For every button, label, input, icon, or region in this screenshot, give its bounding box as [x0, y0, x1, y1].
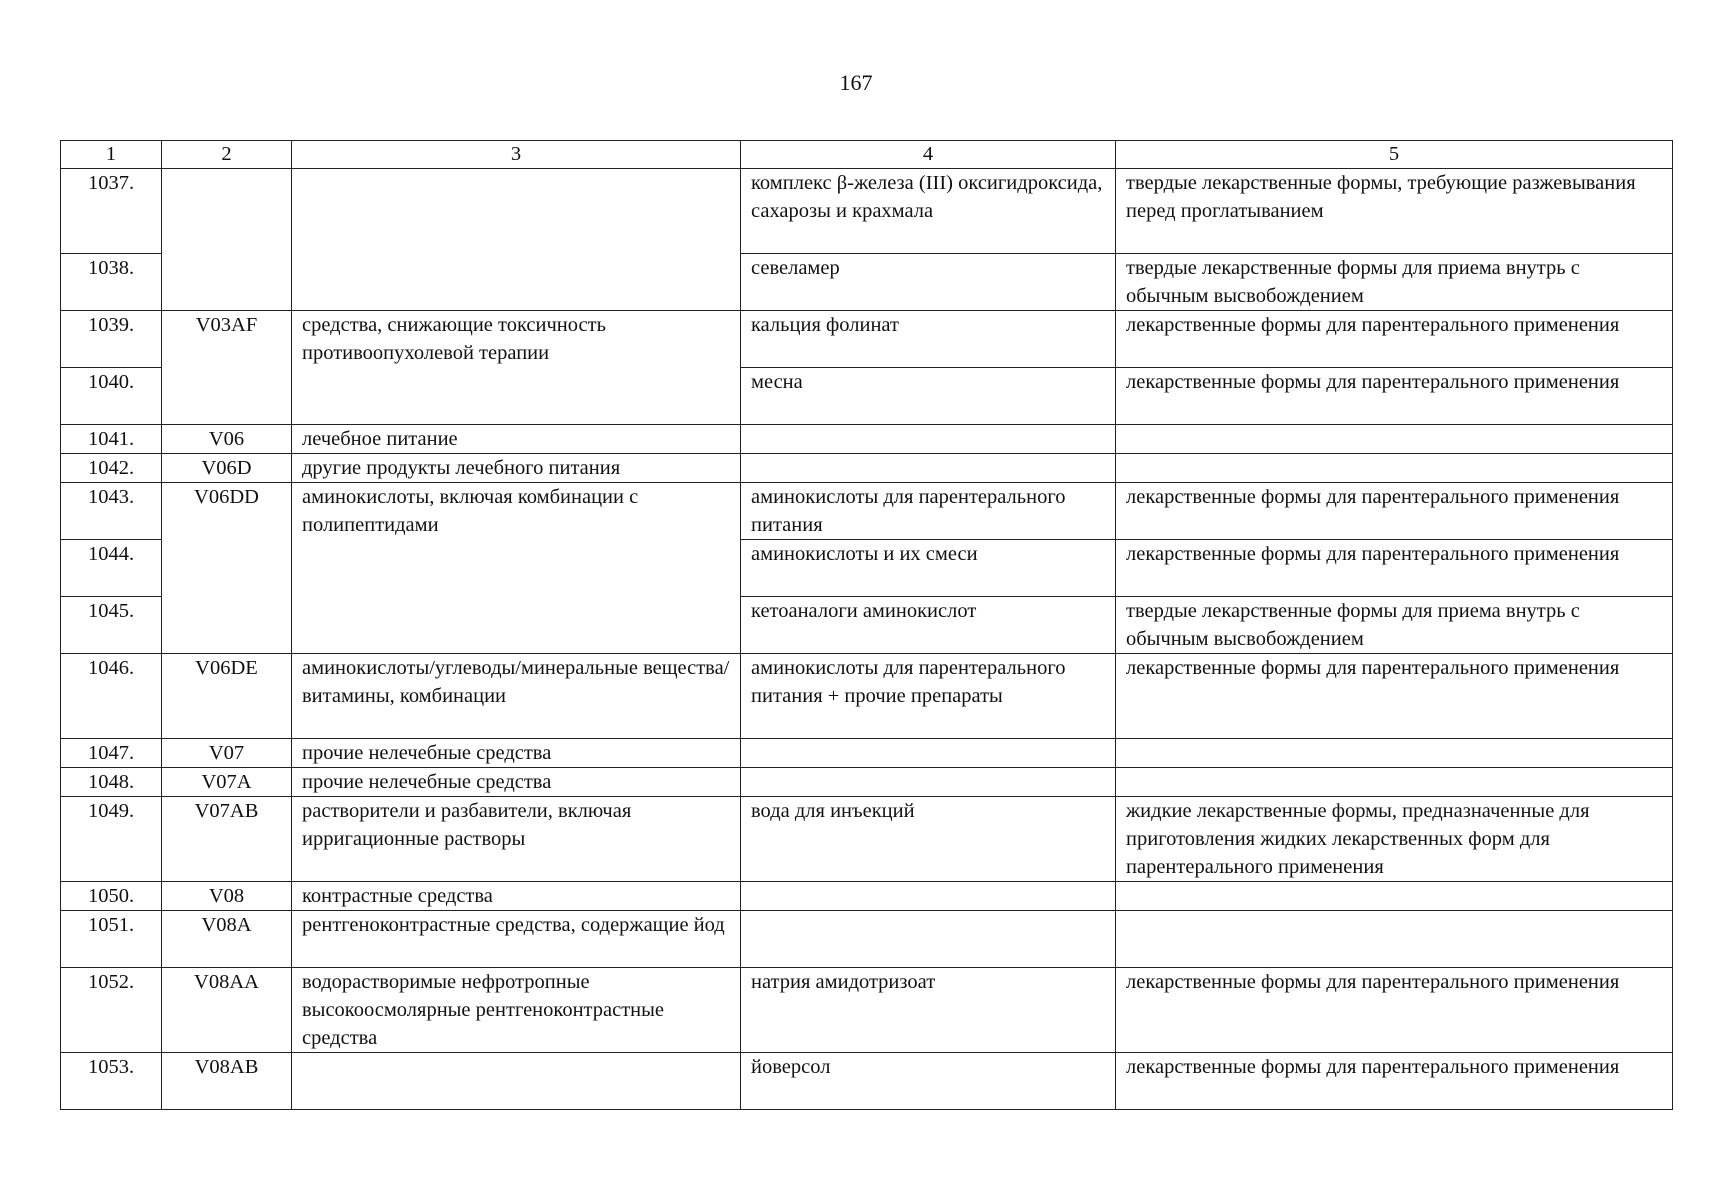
table-row	[61, 425, 1673, 454]
row-number: 1047.	[61, 739, 162, 768]
page-number: 167	[839, 70, 873, 95]
row-number: 1050.	[61, 882, 162, 911]
atc-code: V07	[162, 739, 292, 768]
drug-name: месна	[741, 368, 1116, 425]
drug-name: натрия амидотризоат	[741, 968, 1116, 1053]
drug-name: вода для инъекций	[741, 797, 1116, 882]
dosage-form: твердые лекарственные формы для приема внутрь с обычным высвобождением	[1116, 597, 1673, 654]
atc-code: V08AA	[162, 968, 292, 1053]
dosage-form: лекарственные формы для парентерального применения	[1116, 968, 1673, 1053]
row-number: 1051.	[61, 911, 162, 968]
group-name: рентгеноконтрастные средства, содержащие йод	[292, 911, 741, 968]
table-row	[61, 882, 1673, 911]
drug-name: севеламер	[741, 254, 1116, 311]
atc-code: V06	[162, 425, 292, 454]
row-number: 1048.	[61, 768, 162, 797]
dosage-form: лекарственные формы для парентерального применения	[1116, 483, 1673, 540]
column-header-2: 2	[162, 141, 292, 169]
drug-name: кальция фолинат	[741, 311, 1116, 368]
dosage-form	[1116, 739, 1673, 768]
dosage-form	[1116, 454, 1673, 483]
dosage-form: лекарственные формы для парентерального применения	[1116, 1053, 1673, 1110]
group-name: прочие нелечебные средства	[292, 768, 741, 797]
row-number: 1045.	[61, 597, 162, 654]
table-row	[61, 797, 1673, 882]
atc-code: V03AF	[162, 311, 292, 425]
group-name	[292, 169, 741, 311]
group-name: аминокислоты, включая комбинации с полипептидами	[292, 483, 741, 654]
dosage-form	[1116, 768, 1673, 797]
drug-list-table	[60, 140, 1673, 1110]
drug-name: аминокислоты для парентерального питания	[741, 483, 1116, 540]
group-name: водорастворимые нефротропные высокоосмолярные рентгеноконтрастные средства	[292, 968, 741, 1053]
dosage-form	[1116, 882, 1673, 911]
atc-code: V06D	[162, 454, 292, 483]
row-number: 1043.	[61, 483, 162, 540]
atc-code: V07A	[162, 768, 292, 797]
drug-name	[741, 768, 1116, 797]
group-name: растворители и разбавители, включая ирригационные растворы	[292, 797, 741, 882]
dosage-form: лекарственные формы для парентерального применения	[1116, 540, 1673, 597]
atc-code: V08AB	[162, 1053, 292, 1110]
table-row	[61, 169, 1673, 254]
dosage-form	[1116, 911, 1673, 968]
drug-name: кетоаналоги аминокислот	[741, 597, 1116, 654]
drug-name: йоверсол	[741, 1053, 1116, 1110]
row-number: 1042.	[61, 454, 162, 483]
group-name: аминокислоты/углеводы/минеральные вещества/витамины, комбинации	[292, 654, 741, 739]
table-row	[61, 739, 1673, 768]
atc-code	[162, 169, 292, 311]
dosage-form: лекарственные формы для парентерального применения	[1116, 654, 1673, 739]
table-row	[61, 911, 1673, 968]
row-number: 1038.	[61, 254, 162, 311]
dosage-form: твердые лекарственные формы, требующие разжевывания перед проглатыванием	[1116, 169, 1673, 254]
table-row	[61, 768, 1673, 797]
group-name	[292, 1053, 741, 1110]
drug-name: аминокислоты и их смеси	[741, 540, 1116, 597]
group-name: другие продукты лечебного питания	[292, 454, 741, 483]
drug-name	[741, 739, 1116, 768]
dosage-form	[1116, 425, 1673, 454]
drug-name	[741, 882, 1116, 911]
atc-code: V06DE	[162, 654, 292, 739]
atc-code: V08A	[162, 911, 292, 968]
column-header-5: 5	[1116, 141, 1673, 169]
group-name: контрастные средства	[292, 882, 741, 911]
dosage-form: лекарственные формы для парентерального применения	[1116, 311, 1673, 368]
row-number: 1039.	[61, 311, 162, 368]
row-number: 1046.	[61, 654, 162, 739]
drug-name: комплекс β-железа (III) оксигидроксида, сахарозы и крахмала	[741, 169, 1116, 254]
table-header-row	[61, 141, 1673, 169]
row-number: 1049.	[61, 797, 162, 882]
group-name: прочие нелечебные средства	[292, 739, 741, 768]
drug-name	[741, 454, 1116, 483]
group-name: средства, снижающие токсичность противоопухолевой терапии	[292, 311, 741, 425]
drug-name	[741, 425, 1116, 454]
dosage-form: твердые лекарственные формы для приема внутрь с обычным высвобождением	[1116, 254, 1673, 311]
table-row	[61, 654, 1673, 739]
column-header-1: 1	[61, 141, 162, 169]
group-name: лечебное питание	[292, 425, 741, 454]
row-number: 1040.	[61, 368, 162, 425]
table-row	[61, 968, 1673, 1053]
row-number: 1052.	[61, 968, 162, 1053]
atc-code: V06DD	[162, 483, 292, 654]
dosage-form: жидкие лекарственные формы, предназначенные для приготовления жидких лекарственных форм для парентерального применения	[1116, 797, 1673, 882]
table-row	[61, 311, 1673, 368]
column-header-3: 3	[292, 141, 741, 169]
atc-code: V07AB	[162, 797, 292, 882]
drug-name: аминокислоты для парентерального питания + прочие препараты	[741, 654, 1116, 739]
row-number: 1037.	[61, 169, 162, 254]
drug-name	[741, 911, 1116, 968]
atc-code: V08	[162, 882, 292, 911]
table-row	[61, 1053, 1673, 1110]
row-number: 1044.	[61, 540, 162, 597]
table-row	[61, 483, 1673, 540]
column-header-4: 4	[741, 141, 1116, 169]
row-number: 1053.	[61, 1053, 162, 1110]
dosage-form: лекарственные формы для парентерального применения	[1116, 368, 1673, 425]
row-number: 1041.	[61, 425, 162, 454]
table-row	[61, 454, 1673, 483]
